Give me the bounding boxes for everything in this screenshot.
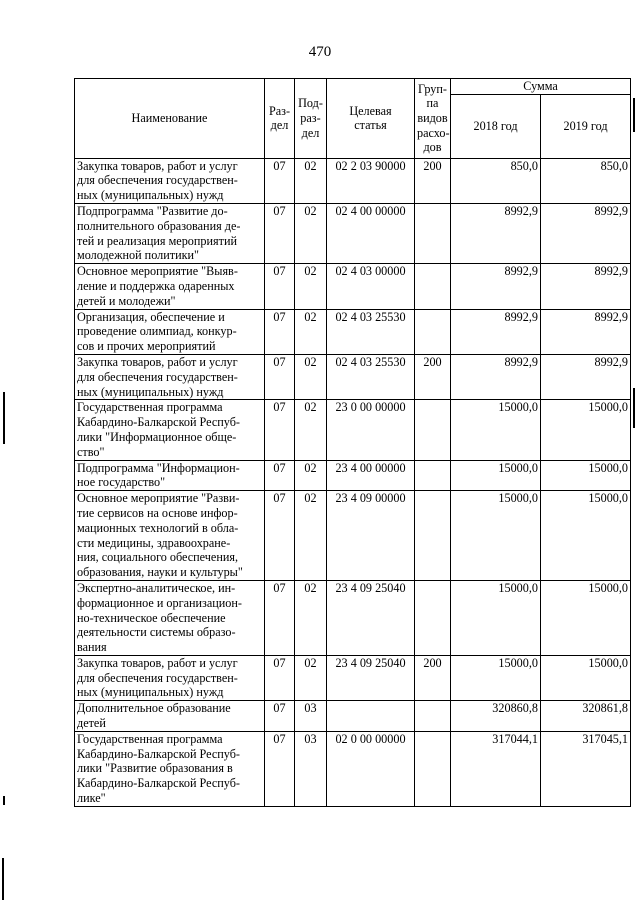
cell-group (415, 400, 451, 460)
cell-name: Основное мероприятие "Выяв- ление и поддержка одаренных детей и молодежи" (75, 264, 265, 309)
header-name: Наименование (75, 79, 265, 159)
header-2019: 2019 год (541, 94, 631, 158)
cell-section: 07 (265, 731, 295, 806)
cell-subsection: 02 (295, 158, 327, 203)
cell-name: Закупка товаров, работ и услуг для обеспечения государствен- ных (муниципальных) нужд (75, 354, 265, 399)
cell-section: 07 (265, 158, 295, 203)
cell-group (415, 701, 451, 732)
cell-2018: 8992,9 (451, 354, 541, 399)
cell-2018: 15000,0 (451, 491, 541, 581)
cell-name: Дополнительное образование детей (75, 701, 265, 732)
cell-group (415, 731, 451, 806)
cell-group (415, 491, 451, 581)
table-row (75, 731, 631, 806)
cell-section: 07 (265, 701, 295, 732)
cell-2019: 8992,9 (541, 354, 631, 399)
cell-2018: 15000,0 (451, 655, 541, 700)
cell-target: 02 0 00 00000 (327, 731, 415, 806)
header-section: Раз- дел (265, 79, 295, 159)
cell-2018: 15000,0 (451, 400, 541, 460)
cell-subsection: 02 (295, 354, 327, 399)
cell-section: 07 (265, 491, 295, 581)
scan-mark (3, 796, 5, 805)
cell-section: 07 (265, 309, 295, 354)
scan-mark (633, 98, 635, 132)
header-2018: 2018 год (451, 94, 541, 158)
scan-mark (2, 858, 4, 900)
table-row (75, 309, 631, 354)
cell-2018: 15000,0 (451, 460, 541, 491)
cell-section: 07 (265, 354, 295, 399)
scan-mark (3, 392, 5, 444)
cell-group (415, 203, 451, 263)
cell-2019: 15000,0 (541, 491, 631, 581)
cell-subsection: 02 (295, 203, 327, 263)
scan-mark (633, 388, 635, 428)
cell-section: 07 (265, 203, 295, 263)
cell-target: 02 4 03 25530 (327, 309, 415, 354)
cell-subsection: 02 (295, 400, 327, 460)
cell-subsection: 03 (295, 701, 327, 732)
cell-2018: 850,0 (451, 158, 541, 203)
cell-target: 02 4 00 00000 (327, 203, 415, 263)
cell-group (415, 309, 451, 354)
cell-name: Организация, обеспечение и проведение олимпиад, конкур- сов и прочих мероприятий (75, 309, 265, 354)
table-header (75, 79, 631, 159)
cell-target: 23 4 09 25040 (327, 655, 415, 700)
cell-2018: 8992,9 (451, 203, 541, 263)
table-row (75, 158, 631, 203)
table-row (75, 701, 631, 732)
cell-2019: 15000,0 (541, 400, 631, 460)
cell-group: 200 (415, 354, 451, 399)
cell-2019: 8992,9 (541, 203, 631, 263)
cell-2018: 15000,0 (451, 580, 541, 655)
cell-2019: 317045,1 (541, 731, 631, 806)
cell-group: 200 (415, 158, 451, 203)
table-row (75, 460, 631, 491)
cell-name: Экспертно-аналитическое, ин- формационное и организацион- но-техническое обеспечение деятельности системы образо- вания (75, 580, 265, 655)
cell-name: Подпрограмма "Информацион- ное государство" (75, 460, 265, 491)
header-target: Целевая статья (327, 79, 415, 159)
cell-name: Закупка товаров, работ и услуг для обеспечения государствен- ных (муниципальных) нужд (75, 655, 265, 700)
cell-group (415, 580, 451, 655)
cell-subsection: 02 (295, 264, 327, 309)
table-row (75, 354, 631, 399)
cell-2019: 15000,0 (541, 580, 631, 655)
cell-2018: 8992,9 (451, 264, 541, 309)
table-row (75, 203, 631, 263)
cell-2019: 15000,0 (541, 655, 631, 700)
cell-group (415, 264, 451, 309)
table-row (75, 264, 631, 309)
cell-2019: 8992,9 (541, 309, 631, 354)
cell-target (327, 701, 415, 732)
cell-subsection: 03 (295, 731, 327, 806)
cell-section: 07 (265, 460, 295, 491)
cell-target: 23 4 00 00000 (327, 460, 415, 491)
cell-2019: 15000,0 (541, 460, 631, 491)
cell-group (415, 460, 451, 491)
table-row (75, 655, 631, 700)
cell-2018: 320860,8 (451, 701, 541, 732)
table-body (75, 158, 631, 806)
cell-target: 02 2 03 90000 (327, 158, 415, 203)
cell-2019: 320861,8 (541, 701, 631, 732)
cell-2019: 850,0 (541, 158, 631, 203)
page-number: 470 (308, 44, 332, 60)
header-group: Груп- па видов расхо- дов (415, 79, 451, 159)
header-subsection: Под- раз- дел (295, 79, 327, 159)
cell-name: Основное мероприятие "Разви- тие сервисов на основе инфор- мационных технологий в обла- сти медицины, здравоохране- ния, социального обеспечения, образования, науки и культуры" (75, 491, 265, 581)
cell-subsection: 02 (295, 309, 327, 354)
cell-2019: 8992,9 (541, 264, 631, 309)
table-row (75, 580, 631, 655)
cell-name: Государственная программа Кабардино-Балкарской Респуб- лики "Развитие образования в Кабардино-Балкарской Респуб- лике" (75, 731, 265, 806)
budget-table (74, 78, 631, 807)
table-row (75, 400, 631, 460)
cell-target: 23 4 09 25040 (327, 580, 415, 655)
cell-target: 23 4 09 00000 (327, 491, 415, 581)
cell-2018: 317044,1 (451, 731, 541, 806)
cell-target: 23 0 00 00000 (327, 400, 415, 460)
cell-group: 200 (415, 655, 451, 700)
cell-target: 02 4 03 25530 (327, 354, 415, 399)
table-row (75, 491, 631, 581)
cell-2018: 8992,9 (451, 309, 541, 354)
cell-subsection: 02 (295, 580, 327, 655)
cell-section: 07 (265, 655, 295, 700)
cell-name: Государственная программа Кабардино-Балкарской Респуб- лики "Информационное обще- ство" (75, 400, 265, 460)
cell-target: 02 4 03 00000 (327, 264, 415, 309)
cell-section: 07 (265, 400, 295, 460)
cell-name: Подпрограмма "Развитие до- полнительного образования де- тей и реализация мероприятий молодежной политики" (75, 203, 265, 263)
header-sum: Сумма (451, 79, 631, 95)
cell-subsection: 02 (295, 655, 327, 700)
cell-section: 07 (265, 580, 295, 655)
cell-name: Закупка товаров, работ и услуг для обеспечения государствен- ных (муниципальных) нужд (75, 158, 265, 203)
cell-subsection: 02 (295, 460, 327, 491)
cell-subsection: 02 (295, 491, 327, 581)
cell-section: 07 (265, 264, 295, 309)
